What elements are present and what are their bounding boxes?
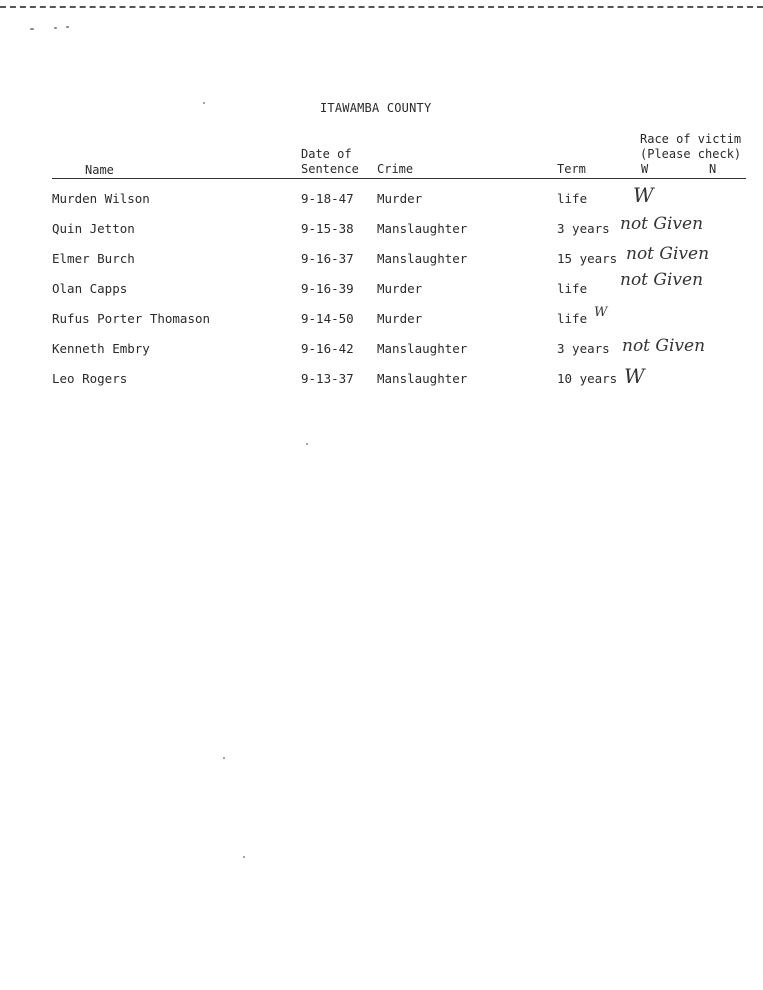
row-date: 9-14-50 [301, 311, 354, 326]
page-top-border [0, 0, 763, 8]
row-term: 3 years [557, 221, 610, 236]
row-term: life [557, 311, 588, 326]
scan-speck [306, 443, 308, 445]
row-crime: Manslaughter [377, 371, 468, 386]
row-name: Olan Capps [52, 281, 128, 296]
row-date: 9-16-42 [301, 341, 354, 356]
header-date-line1: Date of [301, 147, 352, 161]
row-race-note: W [624, 364, 645, 388]
row-race-note: not Given [620, 214, 704, 234]
row-date: 9-16-37 [301, 251, 354, 266]
scan-speck [30, 28, 34, 30]
row-crime: Manslaughter [377, 221, 468, 236]
row-date: 9-13-37 [301, 371, 354, 386]
header-term: Term [557, 162, 586, 176]
row-date: 9-15-38 [301, 221, 354, 236]
header-date-line2: Sentence [301, 162, 359, 176]
row-race-note: not Given [626, 244, 710, 264]
row-name: Leo Rogers [52, 371, 128, 386]
row-name: Rufus Porter Thomason [52, 311, 211, 326]
row-crime: Manslaughter [377, 251, 468, 266]
row-crime: Murder [377, 311, 423, 326]
scan-speck [203, 102, 205, 104]
page-title: ITAWAMBA COUNTY [320, 101, 432, 115]
scan-speck [243, 856, 245, 858]
row-date: 9-18-47 [301, 191, 354, 206]
header-race-line2: (Please check) [640, 147, 742, 161]
header-race-w: W [641, 162, 649, 176]
row-term: life [557, 191, 588, 206]
row-date: 9-16-39 [301, 281, 354, 296]
row-race-note: W [594, 305, 608, 320]
header-name: Name [85, 163, 114, 177]
scan-speck [223, 757, 225, 759]
row-race-note: not Given [620, 270, 704, 290]
row-name: Quin Jetton [52, 221, 135, 236]
row-term: life [557, 281, 588, 296]
scan-speck [66, 26, 69, 28]
header-race-line1: Race of victim [640, 132, 742, 146]
row-name: Kenneth Embry [52, 341, 150, 356]
scan-speck [54, 27, 57, 29]
row-race-note: W [633, 183, 654, 207]
row-term: 10 years [557, 371, 618, 386]
header-race-n: N [709, 162, 717, 176]
row-crime: Murder [377, 191, 423, 206]
header-crime: Crime [377, 162, 414, 176]
row-name: Murden Wilson [52, 191, 150, 206]
row-term: 3 years [557, 341, 610, 356]
header-rule [52, 178, 746, 179]
row-crime: Murder [377, 281, 423, 296]
row-crime: Manslaughter [377, 341, 468, 356]
row-race-note: not Given [622, 336, 706, 356]
row-term: 15 years [557, 251, 618, 266]
row-name: Elmer Burch [52, 251, 135, 266]
